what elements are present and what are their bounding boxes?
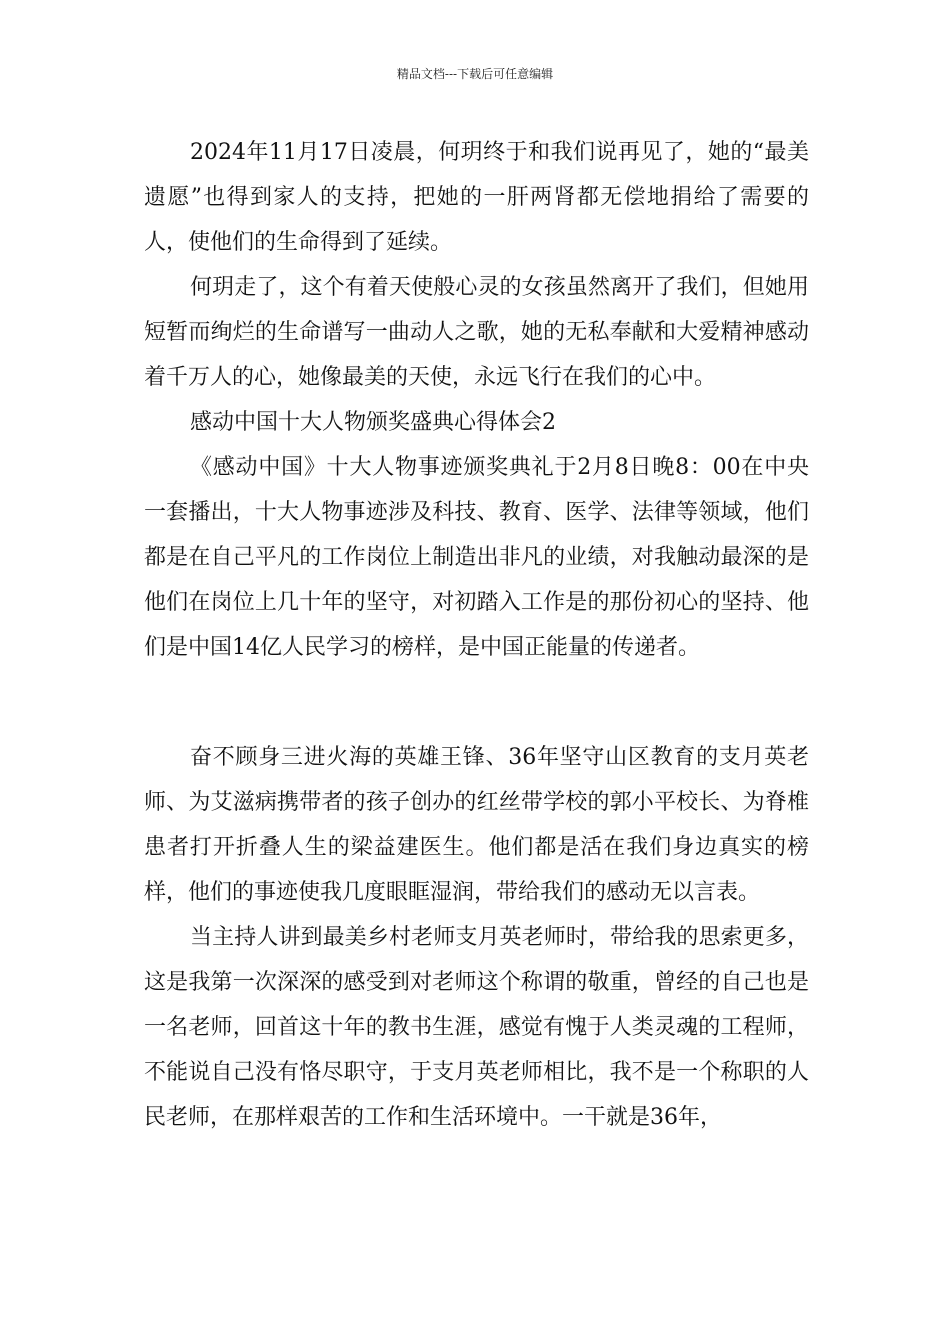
paragraph-2: 何玥走了，这个有着天使般心灵的女孩虽然离开了我们，但她用短暂而绚烂的生命谱写一曲动人之歌，她的无私奉献和大爱精神感动着千万人的心，她像最美的天使，永远飞行在我们的心中。 xyxy=(144,275,809,390)
paragraph-3: 《感动中国》十大人物事迹颁奖典礼于2月8日晚8：00在中央一套播出，十大人物事迹涉及科技、教育、医学、法律等领域，他们都是在自己平凡的工作岗位上制造出非凡的业绩，对我触动最深的是他们在岗位上几十年的坚守，对初踏入工作是的那份初心的坚持、他们是中国14亿人民学习的榜样，是中国正能量的传递者。 xyxy=(144,455,809,660)
page-header: 精品文档---下载后可任意编辑 xyxy=(396,67,554,81)
document-body xyxy=(144,130,809,1140)
paragraph-5: 当主持人讲到最美乡村老师支月英老师时，带给我的思索更多，这是我第一次深深的感受到对老师这个称谓的敬重，曾经的自己也是一名老师，回首这十年的教书生涯，感觉有愧于人类灵魂的工程师，不能说自己没有恪尽职守，于支月英老师相比，我不是一个称职的人民老师，在那样艰苦的工作和生活环境中。一干就是36年， xyxy=(144,925,809,1130)
paragraph-1: 2024年11月17日凌晨，何玥终于和我们说再见了，她的“最美遗愿”也得到家人的支持，把她的一肝两肾都无偿地捐给了需要的人，使他们的生命得到了延续。 xyxy=(144,140,809,255)
section-heading: 感动中国十大人物颁奖盛典心得体会2 xyxy=(190,410,556,435)
paragraph-4: 奋不顾身三进火海的英雄王锋、36年坚守山区教育的支月英老师、为艾滋病携带者的孩子创办的红丝带学校的郭小平校长、为脊椎患者打开折叠人生的梁益建医生。他们都是活在我们身边真实的榜样，他们的事迹使我几度眼眶湿润，带给我们的感动无以言表。 xyxy=(144,745,809,905)
